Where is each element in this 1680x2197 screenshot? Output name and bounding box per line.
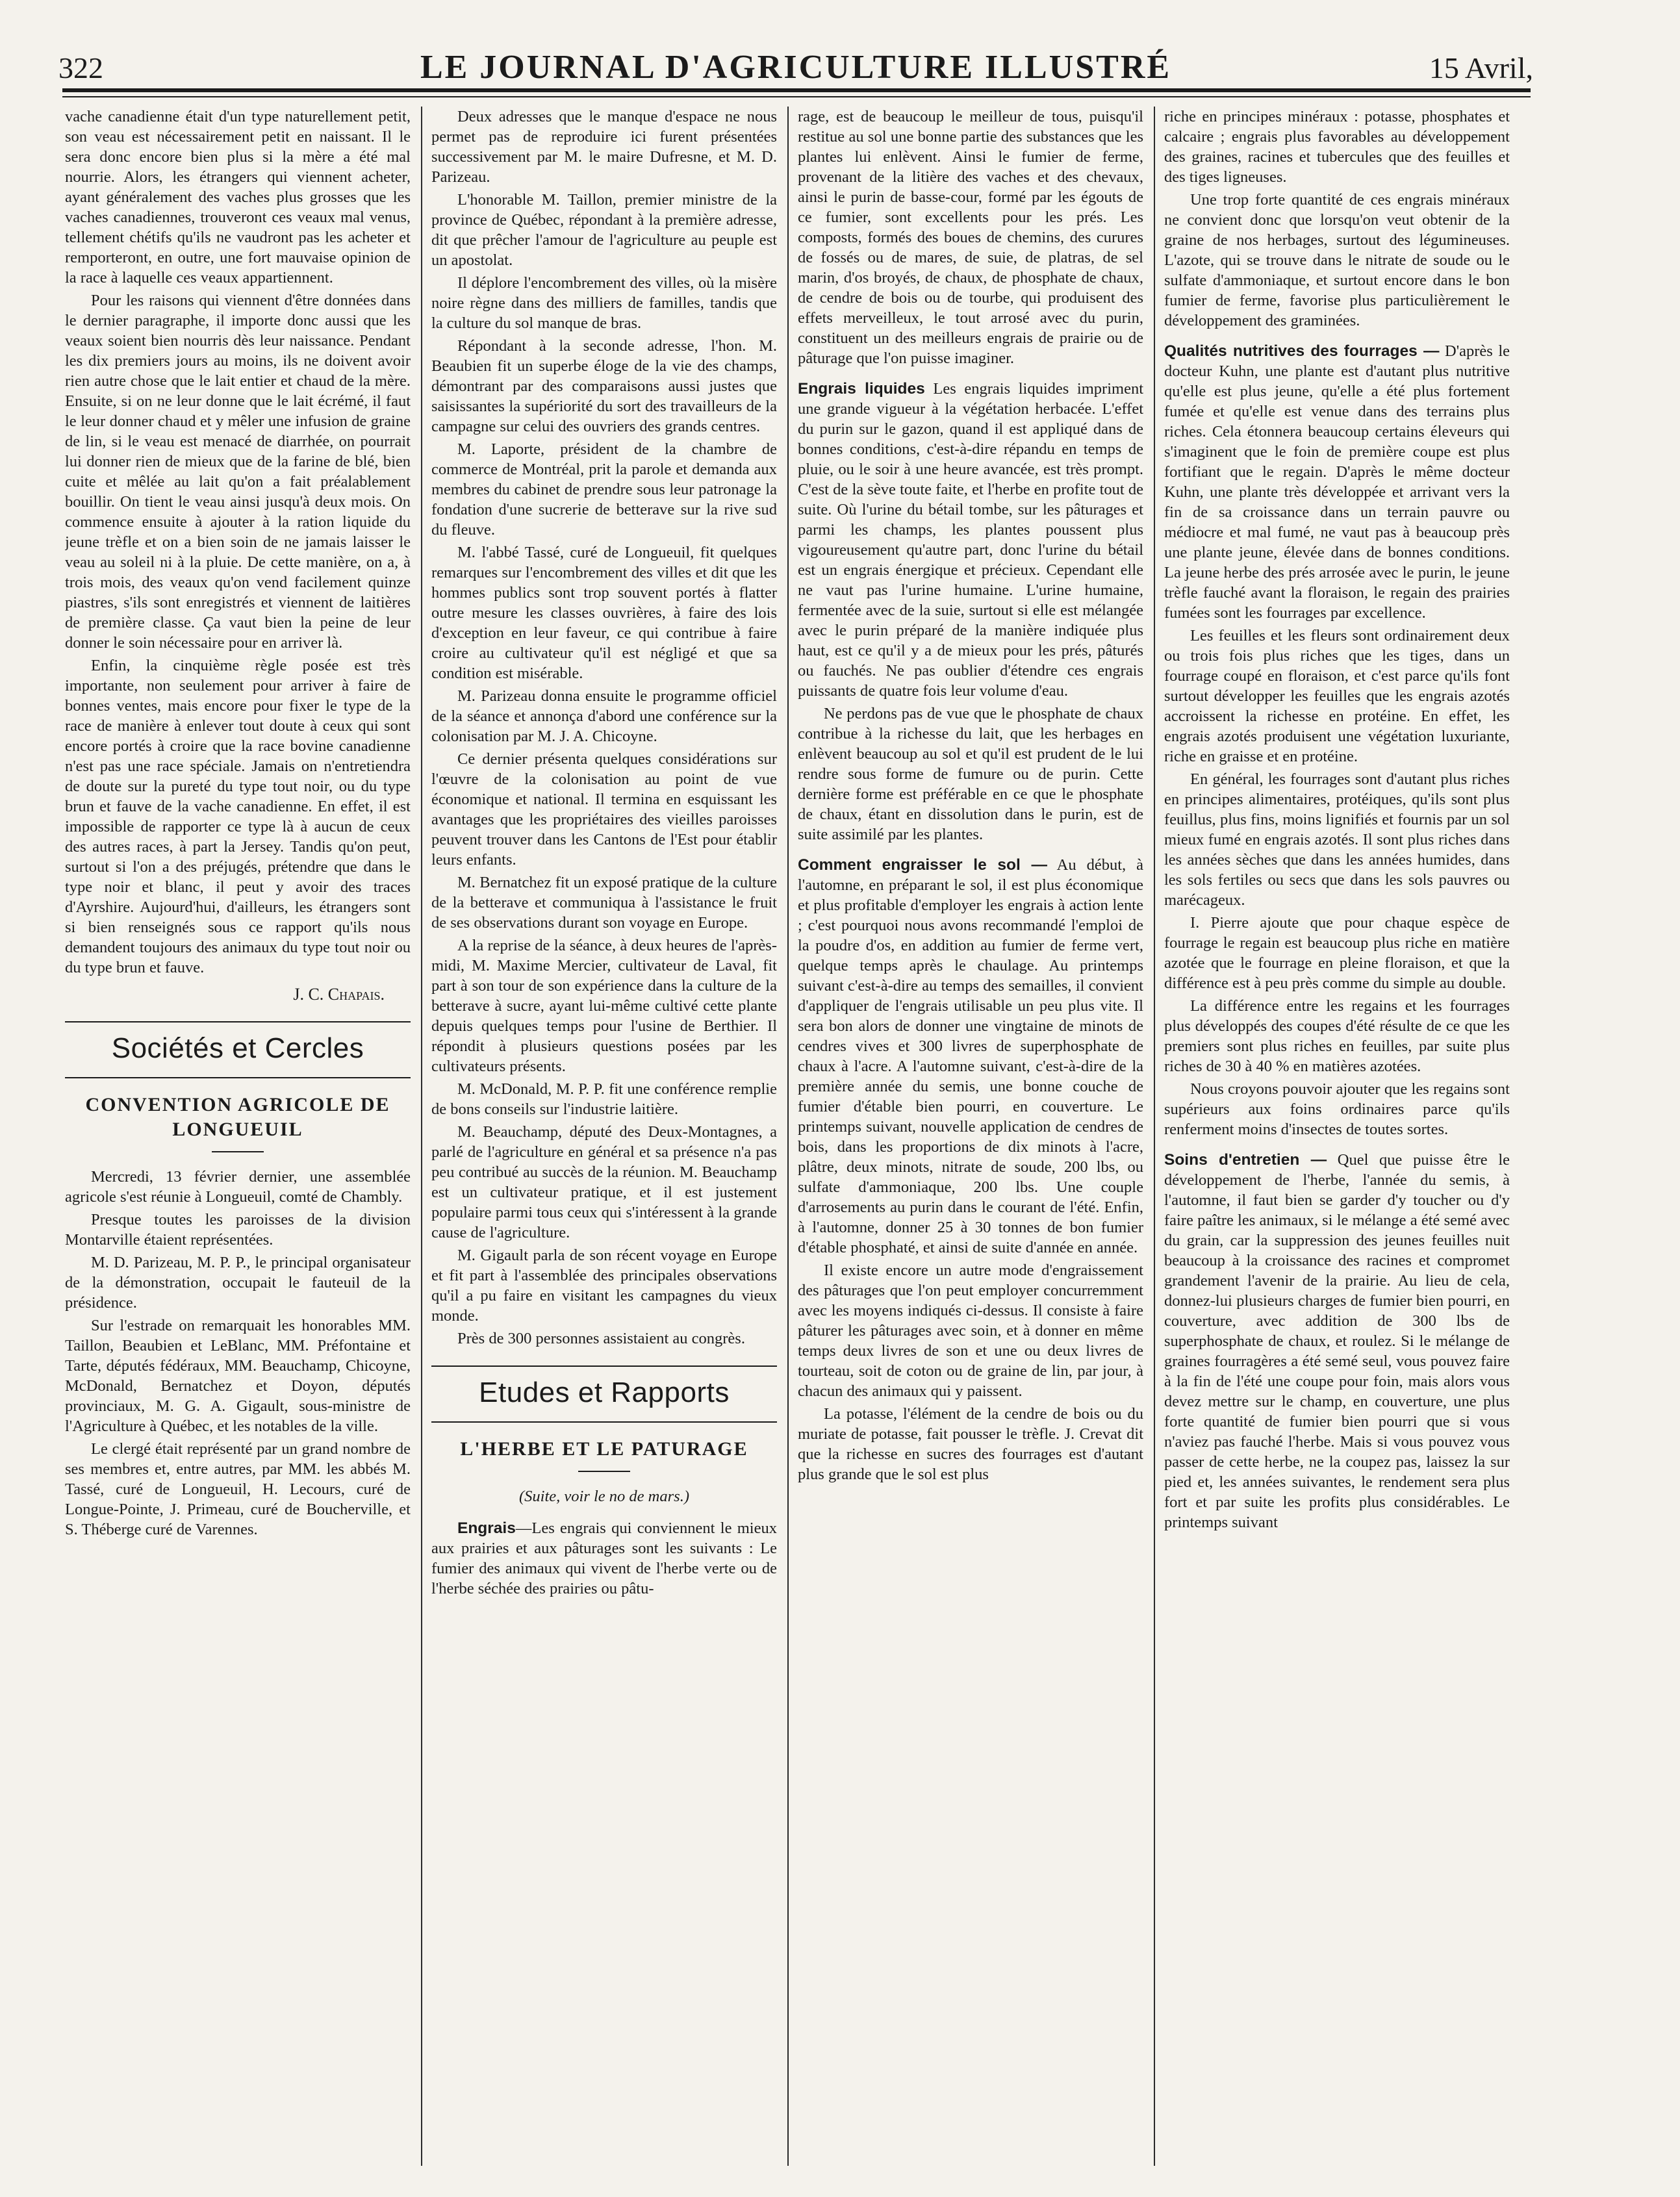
paragraph: Pour les raisons qui viennent d'être données dans le dernier paragraphe, il importe donc aussi que les veaux soient bien nourris dès leur naissance. Pendant les dix premiers jours au moins, ils ne doivent avoir rien autre chose que le lait entier et chaud de la mère. Ensuite, si on ne leur donne que le lait écrémé, il faut le leur donner chaud et y mêler une infusion de graine de lin, si le veau est menacé de diarrhée, on pourrait lui donner rien de mieux que de la farine de blé, bien cuite et mêlée au lait qu'on a fait préalablement bouillir. On tient le veau ainsi jusqu'à deux mois. On commence ensuite à ajouter à la ration liquide du jeune trèfle et on a bien soin de ne jamais laisser le veau au soleil ni à la pluie. De cette manière, on a, à trois mois, des veaux qu'on vend facilement quinze piastres, s'ils sont enregistrés et viennent de laitières de première classe. Ça vaut bien la peine de leur donner le soin nécessaire pour en arriver là.	[65, 292, 411, 652]
paragraph: En général, les fourrages sont d'autant plus riches en principes alimentaires, protéiques, qu'ils sont plus feuillus, plus fins, moins lignifiés et fournis par un sol mieux fumé en engrais azotés. Il sont plus riches dans les années sèches que dans les années humides, dans les sols fertiles ou secs que dans les sols pauvres ou marécageux.	[1164, 770, 1510, 909]
run-in-heading: Engrais liquides	[798, 380, 925, 398]
article-title: L'HERBE ET LE PATURAGE	[460, 1438, 748, 1460]
paragraph: Nous croyons pouvoir ajouter que les regains sont supérieurs aux foins ordinaires parce qu'ils renferment moins d'insectes de toutes sortes.	[1164, 1080, 1510, 1138]
paragraph-text: Quel que puisse être le développement de l'herbe, l'année du semis, à l'automne, il faut bien se garder d'y toucher ou d'y faire paître les animaux, si le mélange a été semé avec du grain, car la suppression des jeunes feuilles nuit beaucoup à la croissance des racines et compromet grandement l'avenir de la prairie. Au lieu de cela, donnez-lui plusieurs charges de fumier bien pourri, en couverture, avec addition de 300 lbs de superphosphate de chaux, et roulez. Si le mélange de graines fourragères a été semé seul, vous pouvez faire à la fin de l'été une coupe pour foin, mais alors vous devez mettre sur le champ, en couverture, une plus forte quantité de fumier bien pourri que si vous n'aviez pas fauché l'herbe. Mais si vous pouvez vous passer de cette herbe, ne la coupez pas, laissez la sur pied et, les années suivantes, le rendement sera plus fort et par suite les profits plus considérables. Le printemps suivant	[1164, 1151, 1510, 1531]
paragraph: M. Gigault parla de son récent voyage en Europe et fit part à l'assemblée des principales observations qu'il a pu faire en visitant les campagnes du vieux monde.	[431, 1247, 777, 1325]
section-header-box	[65, 1021, 411, 1078]
paragraph: Enfin, la cinquième règle posée est très importante, non seulement pour arriver à faire de bonnes ventes, mais encore pour fixer le type de la race de manière à enlever tout doute à ceux qui sont encore portés à croire que la race bovine canadienne n'est pas une race spéciale. Jamais on n'entretiendra de doute sur la pureté du type tout noir, ou du type brun et fauve de la vache canadienne. En effet, il est impossible de rapporter ce type là à aucun de ceux des autres races, à part la Jersey. Tandis qu'on peut, surtout si l'on a des préjugés, prétendre que dans le type noir et blanc, il peut y avoir des traces d'Ayrshire. Aujourd'hui, d'ailleurs, les étrangers sont si bien renseignés sous ce rapport qu'ils nous demandent toujours des animaux du type tout noir ou du type brun et fauve.	[65, 657, 411, 976]
paragraph: Près de 300 personnes assistaient au congrès.	[457, 1330, 745, 1347]
paragraph-text: Les engrais liquides impriment une grande vigueur à la végétation herbacée. L'effet du purin sur le gazon, quand il est appliqué dans de bonnes conditions, c'est-à-dire répandu en temps de pluie, ou le soir à une heure avancée, est très prompt. C'est de la sève toute faite, et l'herbe en profite tout de suite. Où l'urine du bétail tombe, sur les pâturages et parmi les champs, les plantes poussent plus vigoureusement qu'autre part, donc l'urine du bétail est un engrais énergique et précieux. Cependant elle ne vaut pas l'urine humaine. L'urine humaine, fermentée avec de la suie, surtout si elle est mélangée avec le purin préparé de la manière indiquée plus haut, est ce qu'il y a de mieux pour les prés, pâturés ou fauchés. Ne pas oublier d'étendre ces engrais puissants de quatre fois leur volume d'eau.	[798, 380, 1143, 700]
paragraph: M. Parizeau donna ensuite le programme officiel de la séance et annonça d'abord une conférence sur la colonisation par M. J. A. Chicoyne.	[431, 687, 777, 745]
paragraph: A la reprise de la séance, à deux heures de l'après-midi, M. Maxime Mercier, cultivateur de Laval, fit part à son tour de son expérience dans la culture de la betterave à sucre, ayant lui-même cultivé cette plante depuis quelques temps pour l'usine de Berthier. Il répondit à plusieurs questions posées par les cultivateurs présents.	[431, 937, 777, 1075]
paragraph: riche en principes minéraux : potasse, phosphates et calcaire ; engrais plus favorables au développement des graines, racines et tubercules que des feuilles et des tiges ligneuses.	[1164, 108, 1510, 186]
paragraph: Ne perdons pas de vue que le phosphate de chaux contribue à la richesse du lait, que les herbages en enlèvent beaucoup au sol et qu'il est prudent de le lui rendre sous forme de fumure ou de purin. Cette dernière forme est préférable en ce que le phosphate de chaux, étant en dissolution dans le purin, est de suite assimilé par les plantes.	[798, 705, 1143, 843]
column-3	[798, 107, 1143, 2165]
paragraph: M. Laporte, président de la chambre de commerce de Montréal, prit la parole et demanda aux membres du cabinet de prendre sous leur patronage la fondation d'une sucrerie de betterave sur la rive sud du fleuve.	[431, 440, 777, 539]
paragraph: Le clergé était représenté par un grand nombre de ses membres et, entre autres, par MM. les abbés M. Tassé, curé de Longueuil, H. Lecours, curé de Longue-Pointe, J. Primeau, curé de Boucherville, et S. Théberge curé de Varennes.	[65, 1440, 411, 1538]
paragraph: M. Beauchamp, député des Deux-Montagnes, a parlé de l'agriculture en général et sa présence n'a pas peu contribué au succès de la réunion. M. Beauchamp est un cultivateur pratique, et il est justement populaire parmi tous ceux qui s'intéressent à la grande cause de l'agriculture.	[431, 1123, 777, 1241]
section-title: Sociétés et Cercles	[111, 1032, 364, 1064]
run-in-heading: Engrais	[457, 1519, 516, 1537]
title-rule	[212, 1151, 264, 1152]
column-divider	[787, 107, 789, 2166]
page-number: 322	[58, 51, 103, 84]
journal-title: LE JOURNAL D'AGRICULTURE ILLUSTRÉ	[420, 49, 1172, 86]
paragraph-text: Au début, à l'automne, en préparant le sol, il est plus économique et plus profitable d'employer les engrais à action lente ; c'est pourquoi nous avons recommandé l'emploi de la poudre d'os, en addition au fumier de ferme vert, quelque temps après le chaulage. Au printemps suivant c'est-à-dire au temps des semailles, il convient d'appliquer de l'engrais utilisable un peu plus vite. Il sera bon alors de donner une vingtaine de minots de cendres vives et 300 livres de superphosphate de chaux à l'acre. A l'automne suivant, c'est-à-dire de la première année du semis, une bonne couche de fumier d'étable bien pourri, en couverture. Le printemps suivant, nouvelle application de cendres de bois, dans les proportions de dix minots à l'acre, plâtre, deux minots, nitrate de soude, 200 lbs, ou sulfate d'ammoniaque, 200 lbs. Une couple d'arrosements au purin dans le courant de l'été. Enfin, à l'automne, donner 25 à 30 tonnes de bon fumier d'étable phosphaté, et ainsi de suite d'année en année.	[798, 856, 1143, 1256]
column-2	[431, 107, 777, 2165]
paragraph: Deux adresses que le manque d'espace ne nous permet pas de reproduire ici furent présentées successivement par M. le maire Dufresne, et M. D. Parizeau.	[431, 108, 777, 186]
column-divider	[1154, 107, 1155, 2166]
paragraph	[798, 855, 1143, 1258]
run-in-heading: Soins d'entretien —	[1164, 1151, 1327, 1169]
paragraph	[1164, 341, 1510, 623]
paragraph: I. Pierre ajoute que pour chaque espèce de fourrage le regain est beaucoup plus riche en matière azotée que le fourrage en pleine floraison, et que la différence est à peu près comme du simple au double.	[1164, 914, 1510, 992]
paragraph: Une trop forte quantité de ces engrais minéraux ne convient donc que lorsqu'on veut obtenir de la graine de nos herbages, surtout des légumineuses. L'azote, qui se trouve dans le nitrate de soude ou le sulfate d'ammoniaque, et surtout encore dans le bon fumier de ferme, favorise plus particulièrement le développement des graminées.	[1164, 191, 1510, 329]
header-rule-thin	[62, 96, 1531, 97]
paragraph: M. D. Parizeau, M. P. P., le principal organisateur de la démonstration, occupait le fauteuil de la présidence.	[65, 1254, 411, 1312]
column-4	[1164, 107, 1510, 2165]
column-divider	[421, 107, 422, 2166]
paragraph: L'honorable M. Taillon, premier ministre de la province de Québec, répondant à la première adresse, dit que prêcher l'amour de l'agriculture au peuple est un apostolat.	[431, 191, 777, 269]
issue-date: 15 Avril,	[1429, 51, 1533, 84]
paragraph	[798, 379, 1143, 701]
paragraph: vache canadienne était d'un type naturellement petit, son veau est nécessairement petit en naissant. Il le sera donc encore bien plus si la mère a été mal nourrie. Alors, les étrangers qui viennent acheter, ayant généralement des vaches plus grosses que les vaches canadiennes, trouveront ces veaux mal venus, tellement chétifs qu'ils ne vaudront pas les acheter et remporteront, en outre, une fort mauvaise opinion de la race à laquelle ces veaux appartiennent.	[65, 108, 411, 286]
paragraph: M. l'abbé Tassé, curé de Longueuil, fit quelques remarques sur l'encombrement des villes et dit que les hommes publics sont trop souvent portés à flatter outre mesure les classes ouvrières, à faire des lois d'exception en leur faveur, ce qui contribue à faire croire au cultivateur qu'il est négligé et que sa condition est misérable.	[431, 544, 777, 682]
paragraph: Il existe encore un autre mode d'engraissement des pâturages que l'on peut employer concurremment avec les moyens indiqués ci-dessus. Il consiste à faire pâturer les pâturages avec soin, et à donner en même temps deux livres de son et une ou deux livres de tourteau, soit de coton ou de graine de lin, par jour, à chacun des animaux qui y paissent.	[798, 1262, 1143, 1400]
paragraph: M. McDonald, M. P. P. fit une conférence remplie de bons conseils sur l'industrie laitière.	[431, 1080, 777, 1118]
author-signature: J. C. Chapais.	[293, 985, 385, 1004]
column-1	[65, 107, 411, 2165]
paragraph-text: D'après le docteur Kuhn, une plante est d'autant plus nutritive qu'elle est plus jeune, qu'elle a été plus fortement fumée et qu'elle est venue dans des terrains plus riches. Cela étonnera beaucoup certains éleveurs qui s'imaginent que le foin de première coupe est plus fortifiant que le regain. D'après le même docteur Kuhn, une plante très développée et arrivant vers la fin de sa croissance dans un terrain pauvre ou médiocre et mal fumé, ne vaut pas à beaucoup près une plante jeune, élevée dans de bonnes conditions. La jeune herbe des prés arrosée avec le purin, le jeune trèfle fauché avant la floraison, le regain des prairies fumées sont les fourrages par excellence.	[1164, 342, 1510, 622]
paragraph: La potasse, l'élément de la cendre de bois ou du muriate de potasse, fait pousser le trèfle. J. Crevat dit que la richesse en sucres des fourrages est d'autant plus grande que le sol est plus	[798, 1405, 1143, 1483]
section-title: Etudes et Rapports	[479, 1377, 730, 1408]
paragraph: Répondant à la seconde adresse, l'hon. M. Beaubien fit un superbe éloge de la vie des champs, démontrant par des comparaisons aussi justes que saisissantes la supériorité du sort des travailleurs de la campagne sur celui des ouvriers des grands centres.	[431, 337, 777, 435]
paragraph-text: —Les engrais qui conviennent le mieux aux prairies et aux pâturages sont les suivants : Le fumier des animaux qui vivent de l'herbe verte ou de l'herbe séchée des prairies ou pâtu-	[431, 1519, 777, 1597]
paragraph	[431, 1518, 777, 1599]
paragraph: La différence entre les regains et les fourrages plus développés des coupes d'été résulte de ce que les premiers sont plus riches en feuilles, par suite plus riches de 30 à 40 % en matières azotées.	[1164, 997, 1510, 1075]
paragraph: M. Bernatchez fit un exposé pratique de la culture de la betterave et communiqua à l'assistance le fruit de ses observations durant son voyage en Europe.	[431, 874, 777, 932]
title-rule	[578, 1471, 630, 1472]
paragraph: Il déplore l'encombrement des villes, où la misère noire règne dans des milliers de familles, tandis que la culture du sol manque de bras.	[431, 274, 777, 332]
paragraph: Mercredi, 13 février dernier, une assemblée agricole s'est réunie à Longueuil, comté de Chambly.	[65, 1168, 411, 1206]
run-in-heading: Comment engraisser le sol —	[798, 856, 1047, 874]
paragraph: Ce dernier présenta quelques considérations sur l'œuvre de la colonisation au point de vue économique et national. Il termina en esquissant les avantages que les propriétaires des vieilles paroisses peuvent trouver dans les Cantons de l'Est pour établir leurs enfants.	[431, 750, 777, 869]
section-header-box	[431, 1365, 777, 1423]
paragraph: Sur l'estrade on remarquait les honorables MM. Taillon, Beaubien et LeBlanc, MM. Préfontaine et Tarte, députés fédéraux, MM. Beauchamp, Chicoyne, McDonald, Bernatchez et Doyon, députés provinciaux, M. G. A. Gigault, sous-ministre de l'Agriculture à Québec, et les notables de la ville.	[65, 1317, 411, 1435]
article-subtitle: (Suite, voir le no de mars.)	[519, 1488, 689, 1505]
paragraph: Les feuilles et les fleurs sont ordinairement deux ou trois fois plus riches que les tiges, dans un fourrage coupé en floraison, et c'est parce qu'ils font surtout développer les feuilles que les engrais azotés accroissent la richesse en protéine. En effet, les engrais azotés produisent une végétation luxuriante, riche en graisse et en protéine.	[1164, 627, 1510, 765]
article-title: CONVENTION AGRICOLE DE LONGUEUIL	[85, 1094, 390, 1140]
run-in-heading: Qualités nutritives des fourrages —	[1164, 342, 1440, 360]
paragraph	[1164, 1150, 1510, 1532]
paragraph: rage, est de beaucoup le meilleur de tous, puisqu'il restitue au sol une bonne partie des substances que les plantes lui enlèvent. Ainsi le fumier de ferme, provenant de la litière des vaches et des chevaux, ainsi le purin de basse-cour, formé par les égouts de ce fumier, sont excellents pour les prés. Les composts, formés des boues de chemins, des curures de fossés ou de mares, de suie, de platras, de sel marin, d'os broyés, de chaux, de phosphate de chaux, de cendre de bois ou de tourbe, qui produisent des effets merveilleux, le tout arrosé avec du purin, constituent un des meilleurs engrais de prairie ou de pâturage que l'on puisse imaginer.	[798, 108, 1143, 367]
paragraph: Presque toutes les paroisses de la division Montarville étaient représentées.	[65, 1211, 411, 1249]
header-rule-thick	[62, 88, 1531, 92]
